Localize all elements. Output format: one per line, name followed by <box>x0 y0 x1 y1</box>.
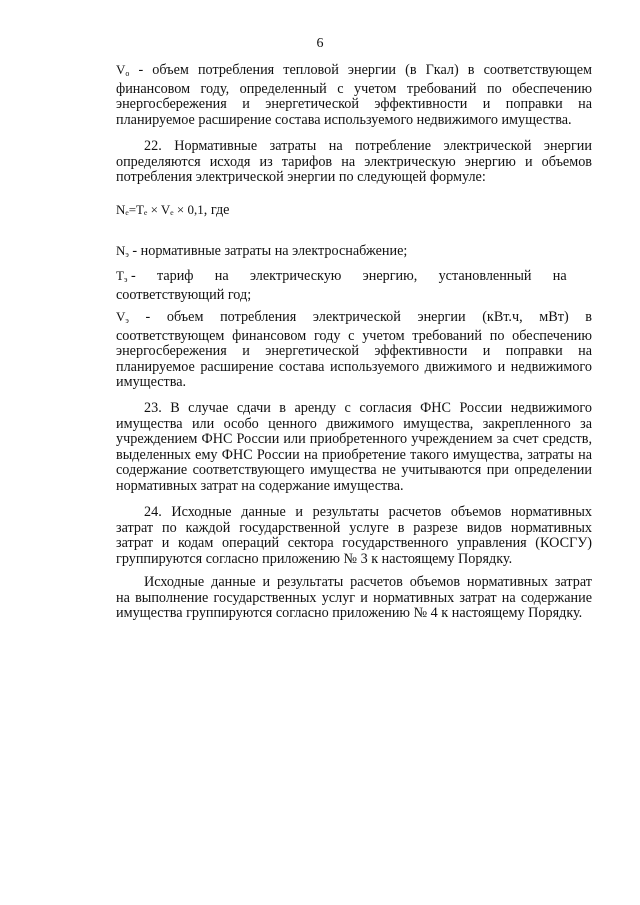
formula-where: , где <box>203 202 230 218</box>
paragraph-22-line-3: потребления электрической энергии по следующей формуле: <box>116 169 486 186</box>
definition-v-electric: $V_э$ - объем потребления электрической энергии (кВт.ч, мВт) в соответствующем финансовом году с учетом требований по обеспечению энергосбережения и энергетической эффективности и поправки на планируемое расширение состава используемого движимого и недвижимого имущества. <box>116 309 593 391</box>
page-number: 6 <box>316 36 324 51</box>
definition-t-line-1: - тариф на электрическую энергию, установленный на <box>130 268 567 284</box>
paragraph-23-line-3: учреждением ФНС России или приобретенного учреждением за счет средств, <box>116 431 592 448</box>
paragraph-25-line-1: Исходные данные и результаты расчетов объемов нормативных затрат <box>144 574 592 590</box>
paragraph-25 <box>116 575 592 622</box>
paragraph-22-line-1: 22. Нормативные затраты на потребление электрической энергии <box>144 138 592 154</box>
paragraph-23-line-5: содержание соответствующего имущества не учитываются при определении <box>116 462 592 479</box>
paragraph-24-line-1: 24. Исходные данные и результаты расчетов объемов нормативных <box>144 504 592 520</box>
paragraph-24 <box>116 505 592 567</box>
definition-v-line-3: энергосбережения и энергетической эффективности и поправки на <box>116 343 592 360</box>
paragraph-23-line-4: выделенных ему ФНС России на приобретение такого имущества, затраты на <box>116 446 592 463</box>
definition-v-line-5: имущества. <box>116 374 187 391</box>
paragraph-22 <box>116 139 592 186</box>
definition-v-line-1: - объем потребления электрической энергии (кВт.ч, мВт) в <box>145 309 593 325</box>
definition-v-line-2: соответствующем финансовом году с учетом требований по обеспечению <box>116 327 592 344</box>
paragraph-23-line-1: 23. В случае сдачи в аренду с согласия ФНС России недвижимого <box>144 400 592 416</box>
definition-v-heat-line-4: планируемое расширение состава используемого недвижимого имущества. <box>116 111 572 128</box>
definition-n-text: - нормативные затраты на электроснабжение; <box>132 243 408 259</box>
formula <box>116 202 229 219</box>
paragraph-22-line-2: определяются исходя из тарифов на электрическую энергию и объемов <box>116 153 592 170</box>
definition-v-heat <box>116 62 592 128</box>
paragraph-23-line-6: нормативных затрат на содержание имущества. <box>116 477 404 494</box>
definition-v-heat-line-2: финансовом году, определенный с учетом требований по обеспечению <box>116 80 592 97</box>
definition-n: $N_э$ - нормативные затраты на электроснабжение; <box>116 243 408 259</box>
formula-expression: Nₑ=Tₑ × Vₑ × 0,1 <box>116 202 204 217</box>
definition-v-heat-line-3: энергосбережения и энергетической эффективности и поправки на <box>116 96 592 113</box>
symbol-n: N <box>116 243 126 258</box>
paragraph-25-line-2: на выполнение государственных услуг и нормативных затрат на содержание <box>116 589 592 606</box>
definition-t: $T_э$ - тариф на электрическую энергию, установленный на соответствующий год; <box>116 268 592 303</box>
symbol-v: V <box>116 309 126 324</box>
paragraph-25-line-3: имущества группируются согласно приложению № 4 к настоящему Порядку. <box>116 605 583 622</box>
symbol-t: T <box>116 268 124 283</box>
definition-v-line-4: планируемое расширение состава используемого движимого и недвижимого <box>116 358 592 375</box>
definition-v-heat-line-1: $V_о$ - объем потребления тепловой энергии (в Гкал) в соответствующем <box>116 62 592 78</box>
paragraph-24-line-4: группируются согласно приложению № 3 к настоящему Порядку. <box>116 550 513 567</box>
paragraph-23-line-2: имущества или особо ценного движимого имущества, закрепленного за <box>116 415 592 432</box>
paragraph-23 <box>116 401 592 495</box>
paragraph-24-line-3: затрат и кодам операций сектора государственного управления (КОСГУ) <box>116 535 592 552</box>
paragraph-24-line-2: затрат по каждой государственной услуге в разрезе видов нормативных <box>116 519 592 536</box>
definition-t-line-2: соответствующий год; <box>116 286 252 303</box>
